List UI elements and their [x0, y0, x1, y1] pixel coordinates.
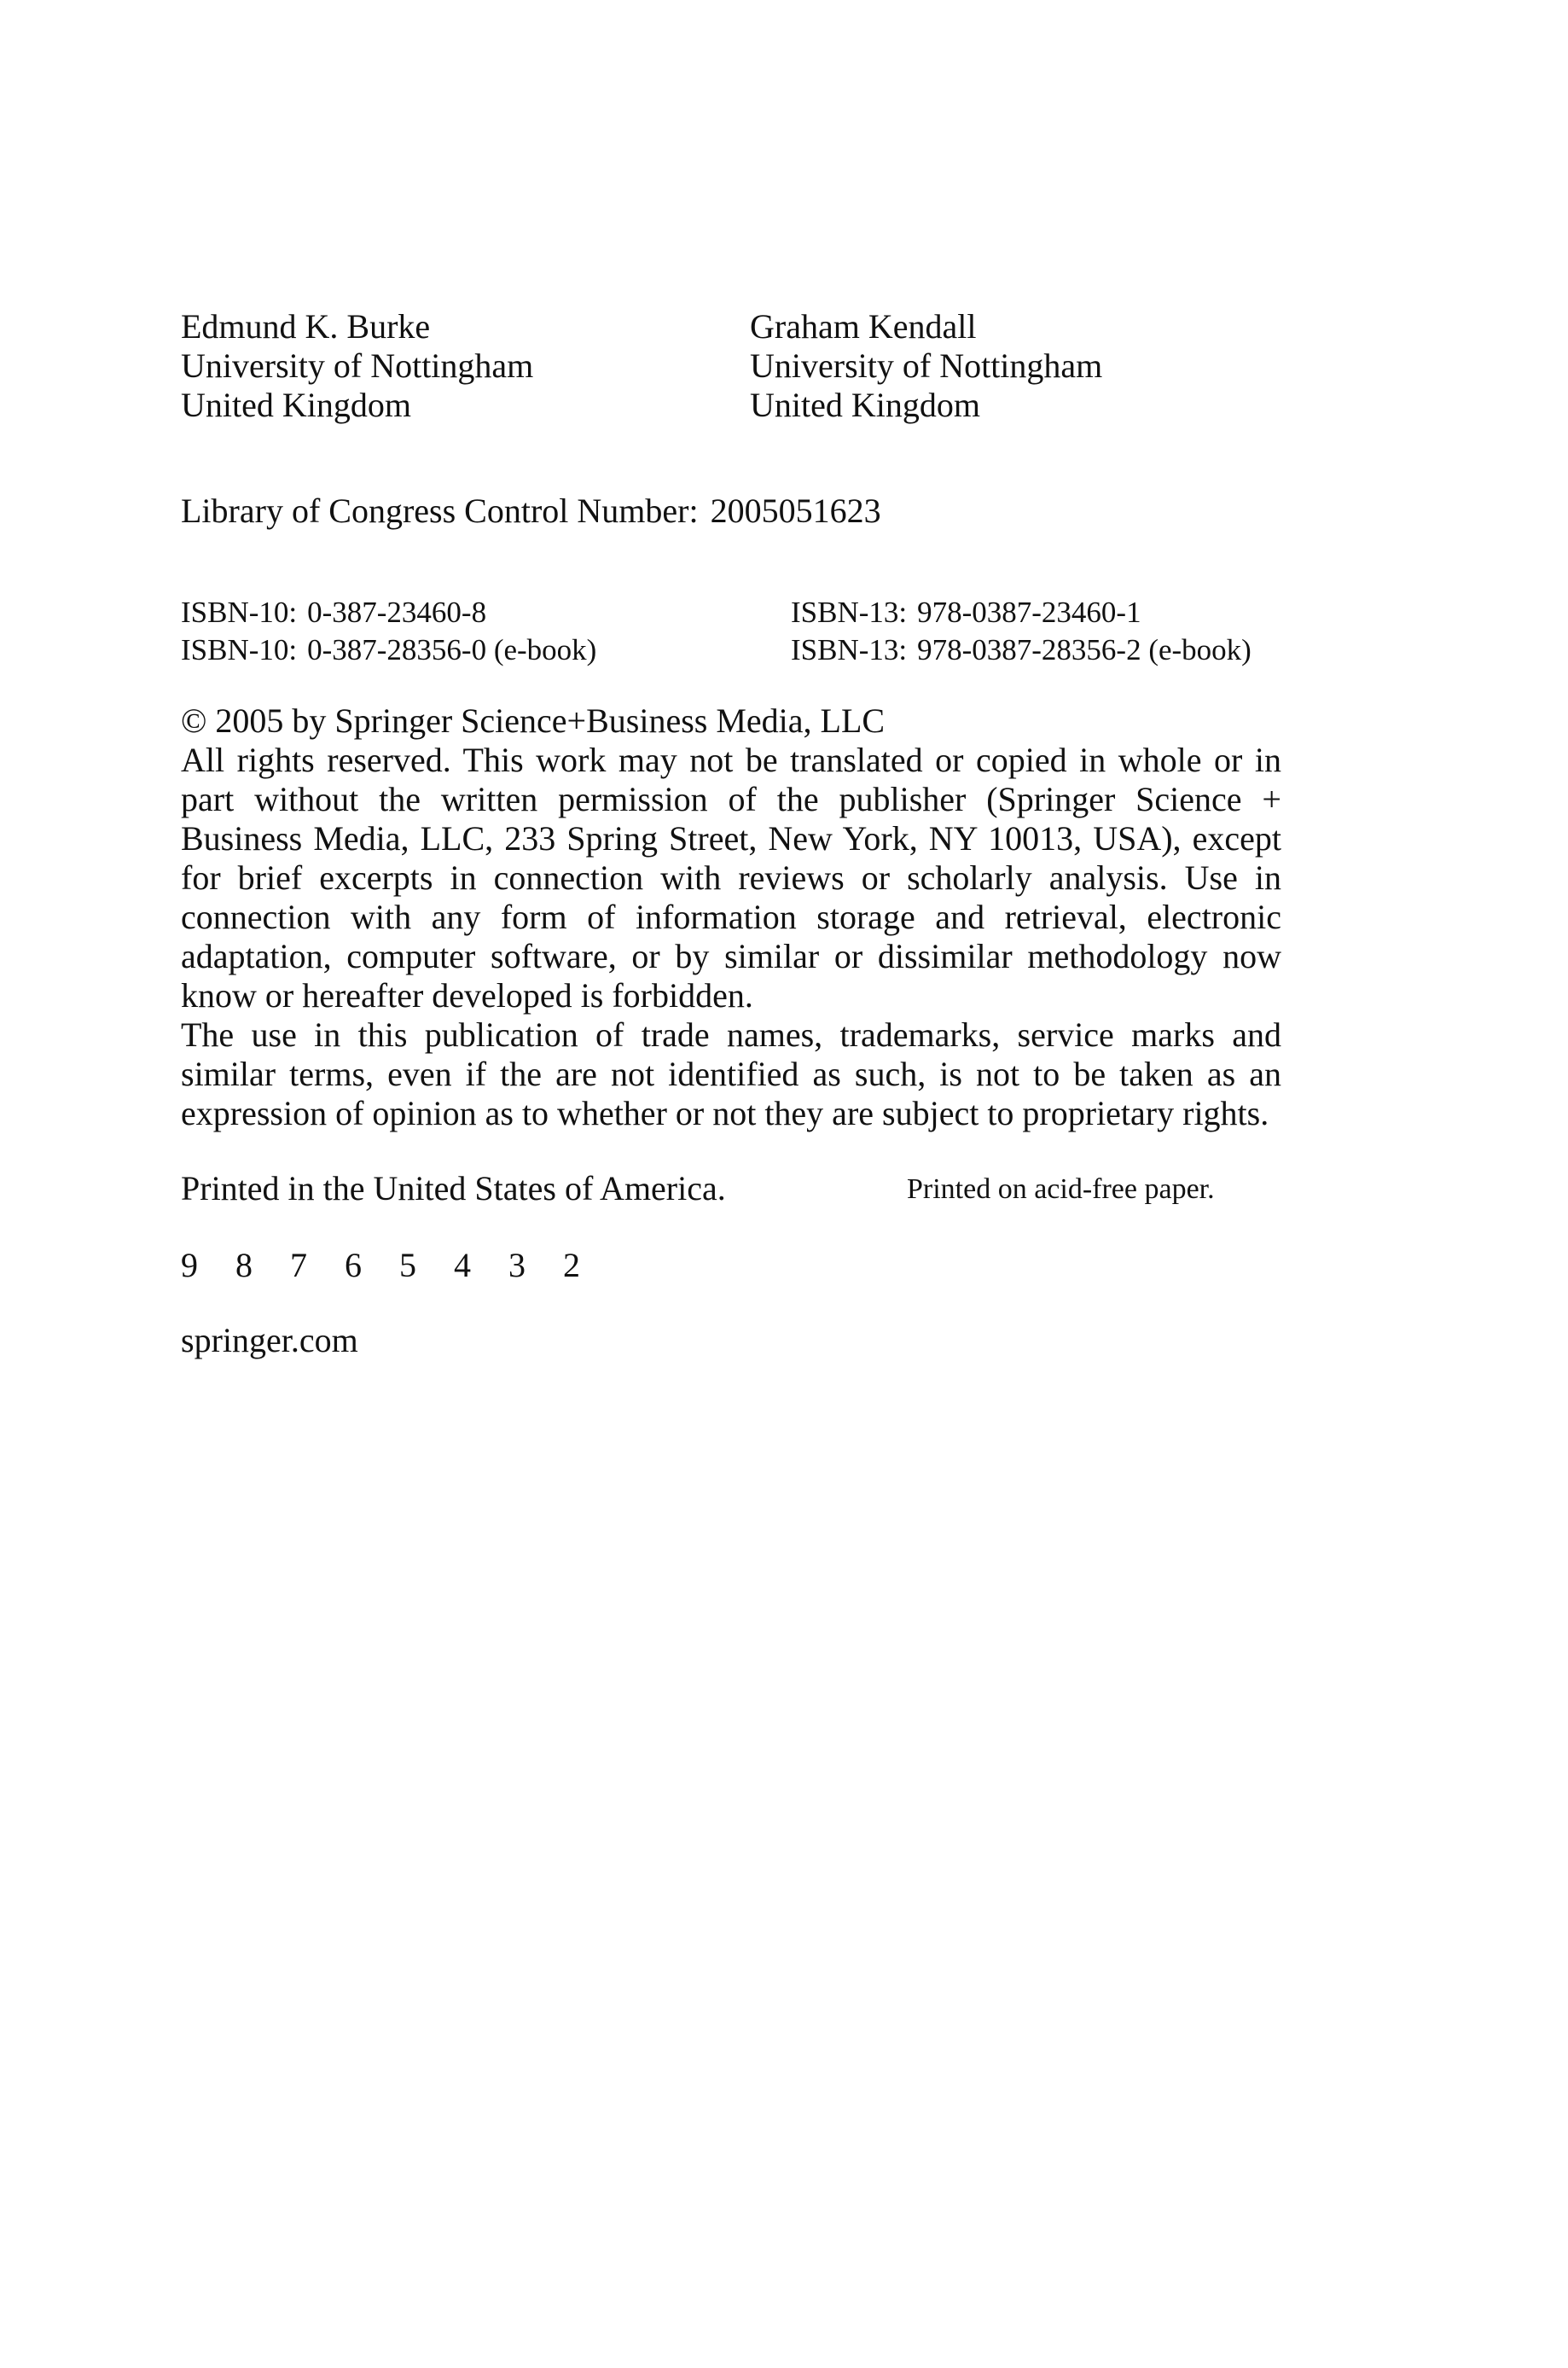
printed-paper: Printed on acid-free paper. — [907, 1173, 1215, 1205]
lccn-label: Library of Congress Control Number: — [181, 492, 699, 530]
lccn-number: 2005051623 — [710, 492, 881, 530]
isbn-line — [791, 631, 1251, 669]
author-affiliation: University of Nottingham — [181, 346, 534, 385]
isbn-value: 0-387-23460-8 — [307, 596, 487, 629]
isbn-block-left — [181, 594, 596, 669]
isbn-label: ISBN-10: — [181, 596, 298, 629]
isbn-line — [181, 594, 596, 631]
author-name: Graham Kendall — [750, 307, 977, 346]
lccn-line — [181, 492, 881, 531]
copyright-line: © 2005 by Springer Science+Business Media, LLC — [181, 701, 886, 740]
author-name: Edmund K. Burke — [181, 307, 431, 346]
isbn-value: 0-387-28356-0 (e-book) — [307, 633, 597, 666]
author-affiliation: University of Nottingham — [750, 346, 1103, 385]
author-country: United Kingdom — [750, 386, 980, 424]
isbn-block-right — [791, 594, 1251, 669]
isbn-line — [181, 631, 596, 669]
isbn-value: 978-0387-23460-1 — [917, 596, 1141, 629]
isbn-label: ISBN-10: — [181, 633, 298, 666]
isbn-line — [791, 594, 1251, 631]
rights-paragraph: All rights reserved. This work may not be translated or copied in whole or in part without the written permission of the publisher (Springer Science + Business Media, LLC, 233 Spring Street, New York, NY 10013, USA), except for brief excerpts in connection with reviews or scholarly analysis. Use in connection with any form of information storage and retrieval, electronic adaptation, computer software, or by similar or dissimilar methodology now know or hereafter developed is forbidden. — [181, 741, 1281, 1015]
author-block-left — [181, 307, 727, 425]
isbn-value: 978-0387-28356-2 (e-book) — [917, 633, 1251, 666]
isbn-label: ISBN-13: — [791, 633, 908, 666]
printed-country: Printed in the United States of America. — [181, 1169, 726, 1207]
website: springer.com — [181, 1321, 358, 1359]
copyright-notice — [181, 701, 1281, 1133]
isbn-label: ISBN-13: — [791, 596, 908, 629]
author-block-right — [750, 307, 1296, 425]
print-line: 9 8 7 6 5 4 3 2 — [181, 1246, 595, 1284]
trademarks-paragraph: The use in this publication of trade names, trademarks, service marks and similar terms, even if the are not identified as such, is not to be taken as an expression of opinion as to whether or not they are subject to proprietary rights. — [181, 1015, 1281, 1132]
author-country: United Kingdom — [181, 386, 411, 424]
